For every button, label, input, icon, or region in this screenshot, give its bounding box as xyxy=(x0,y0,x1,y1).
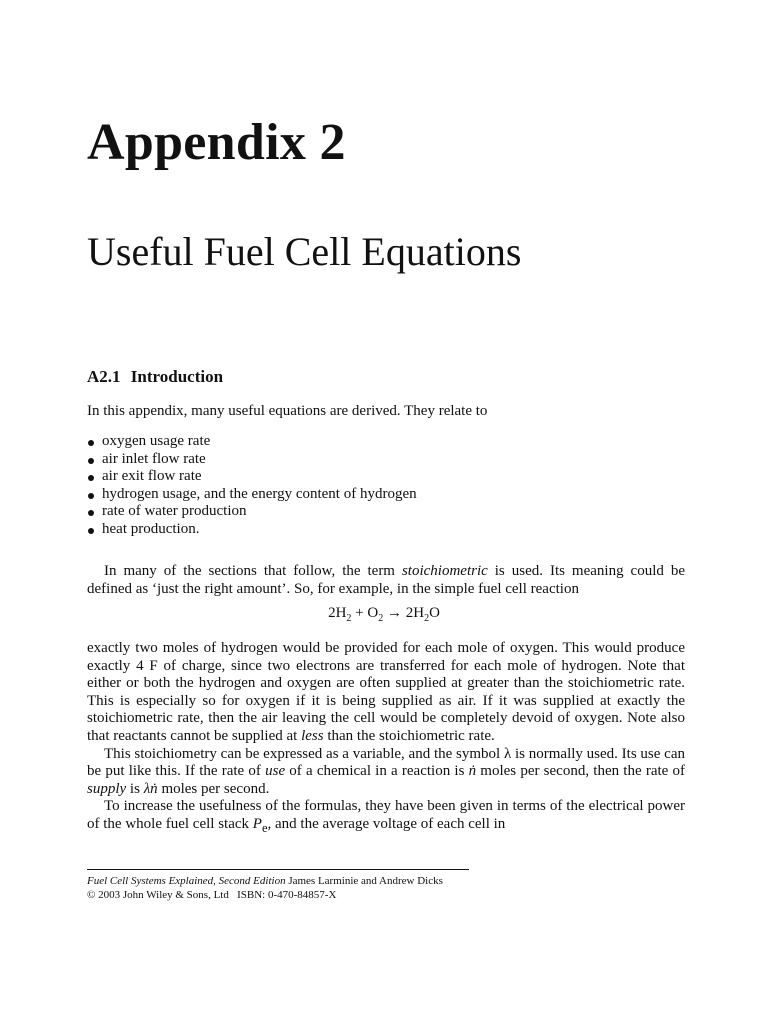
paragraph-lambda xyxy=(87,746,685,799)
term-stoichiometric: stoichiometric xyxy=(401,563,488,579)
symbol-pe: P xyxy=(252,815,262,832)
symbol-pe-sub: e xyxy=(261,820,268,835)
eq-part: → 2H xyxy=(383,605,425,621)
eq-part: 2H xyxy=(328,605,347,621)
text-run: This stoichiometry can be expressed as a variable, and the symbol λ is normally used. Its use can be put like this. If the rate of xyxy=(87,745,685,780)
chapter-title: Appendix 2 xyxy=(87,114,346,171)
paragraph-power xyxy=(87,798,685,837)
list-item: air exit flow rate xyxy=(87,468,417,486)
eq-part: + O xyxy=(351,605,379,621)
footer-line-2 xyxy=(87,888,443,902)
text-run: than the stoichiometric rate. xyxy=(323,727,495,744)
isbn: ISBN: 0-470-84857-X xyxy=(237,889,337,901)
section-title: Introduction xyxy=(130,367,224,386)
emphasis-use: use xyxy=(265,763,286,780)
text-run: moles per second. xyxy=(157,780,270,797)
list-item: rate of water production xyxy=(87,503,417,521)
list-item: air inlet flow rate xyxy=(87,451,417,469)
reaction-equation xyxy=(0,605,768,624)
footer-divider xyxy=(87,869,469,870)
emphasis-supply: supply xyxy=(87,780,127,797)
footer-line-1 xyxy=(87,874,443,888)
body-paragraphs xyxy=(87,640,685,838)
list-item: hydrogen usage, and the energy content of hydrogen xyxy=(87,486,417,504)
eq-sub: 2 xyxy=(346,613,352,624)
paragraph-moles xyxy=(87,640,685,746)
eq-sub: 2 xyxy=(424,613,430,624)
chapter-subtitle: Useful Fuel Cell Equations xyxy=(87,229,522,274)
text-run: is xyxy=(126,780,144,797)
text-run: In many of the sections that follow, the term xyxy=(104,563,402,579)
list-item: oxygen usage rate xyxy=(87,433,417,451)
book-title: Fuel Cell Systems Explained, Second Edition xyxy=(87,875,286,887)
text-run: exactly two moles of hydrogen would be provided for each mole of oxygen. This would produce exactly 4 F of charge, since two electrons are transferred for each mole of hydrogen. Note that either or both the hydrogen and oxygen are often supplied at greater than the stoichiometric rate. This is especially so for oxygen if it is being supplied as air. If it was supplied at exactly the stoichiometric rate, then the air leaving the cell would be completely devoid of oxygen. Note also that reactants cannot be supplied at xyxy=(87,640,685,744)
text-run: , and the average voltage of each cell in xyxy=(267,815,506,832)
intro-text: In this appendix, many useful equations are derived. They relate to xyxy=(87,403,488,419)
symbol-lambda-ndot: λṅ xyxy=(143,780,158,797)
bullet-list xyxy=(87,433,417,539)
book-authors: James Larminie and Andrew Dicks xyxy=(285,875,443,887)
section-number: A2.1 xyxy=(87,367,121,386)
eq-sub: 2 xyxy=(378,613,384,624)
text-run: is used. Its meaning could be defined as ‘just the right amount’. So, for example, in the simple fuel cell reaction xyxy=(87,563,685,597)
text-run: To increase the usefulness of the formulas, they have been given in terms of the electrical power of the whole fuel cell stack xyxy=(87,798,685,832)
paragraph-stoichiometric xyxy=(87,563,685,598)
list-item: heat production. xyxy=(87,521,417,539)
footer-citation xyxy=(87,874,443,902)
eq-part: O xyxy=(429,605,440,621)
text-run: of a chemical in a reaction is xyxy=(285,763,469,780)
section-heading xyxy=(87,367,223,387)
copyright: © 2003 John Wiley & Sons, Ltd xyxy=(87,889,229,901)
symbol-ndot: ṅ xyxy=(468,763,477,780)
text-run: moles per second, then the rate of xyxy=(476,763,685,780)
emphasis-less: less xyxy=(301,727,324,744)
